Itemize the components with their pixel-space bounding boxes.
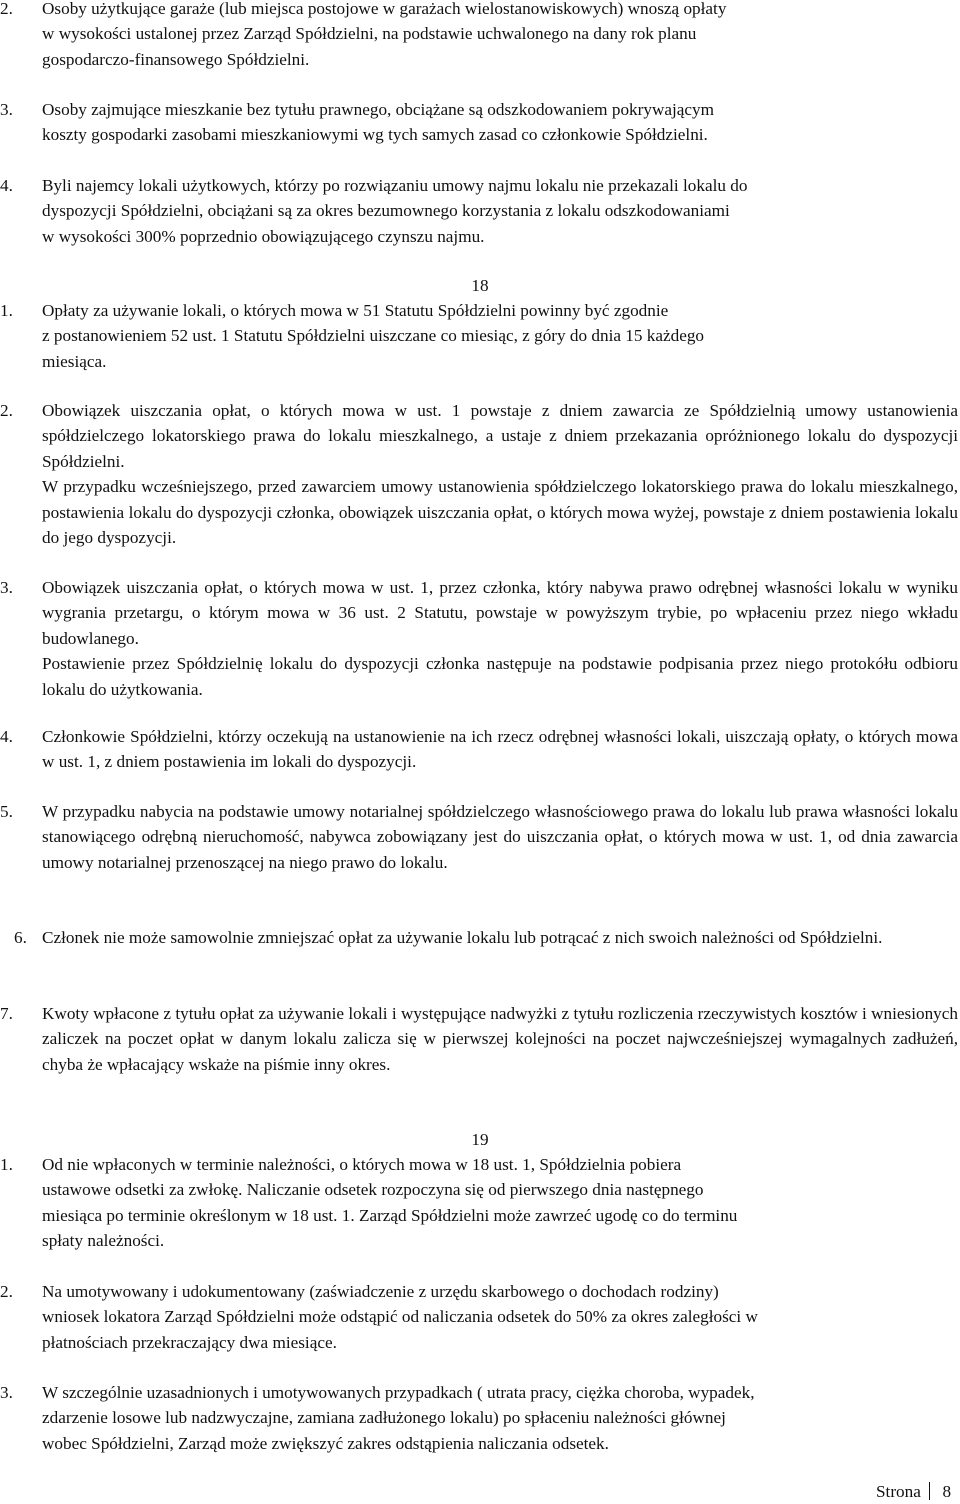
page-footer — [876, 1480, 951, 1504]
paragraph-text-part: Obowiązek uiszczania opłat, o których mowa w ust. 1 powstaje z dniem zawarcia ze Spółdzielnią umowy ustanowienia spółdzielczego lokatorskiego prawa do lokalu mieszkalnego, a ustaje z dniem przekazania opróżnionego lokalu do dyspozycji Spółdzielni. — [42, 401, 958, 471]
paragraph-number: 3. — [0, 578, 13, 597]
paragraph-text — [42, 1279, 958, 1355]
text-line: w wysokości 300% poprzednio obowiązującego czynszu najmu. — [42, 226, 485, 246]
text-line: wobec Spółdzielni, Zarząd może zwiększyć zakres odstąpienia naliczania odsetek. — [42, 1433, 609, 1453]
paragraph-text — [42, 1152, 958, 1254]
text-line: w wysokości ustalonej przez Zarząd Spółdzielni, na podstawie uchwalonego na dany rok planu — [42, 24, 697, 44]
paragraph-text: W przypadku nabycia na podstawie umowy notarialnej spółdzielczego własnościowego prawa do lokalu lub prawa własności lokalu stanowiącego odrębną nieruchomość, nabywca zobowiązany jest do uiszczania opłat, o których mowa w ust. 1, od dnia zawarcia umowy notarialnej przenoszącej na niego prawo do lokalu. — [42, 802, 958, 872]
text-line: koszty gospodarki zasobami mieszkaniowymi wg tych samych zasad co członkowie Spółdzielni. — [42, 125, 708, 145]
text-line: miesiąca. — [42, 351, 107, 371]
paragraph-text — [42, 575, 958, 702]
s19-paragraph-3 — [0, 1380, 960, 1456]
s18-paragraph-4 — [0, 724, 960, 775]
paragraph-text — [42, 398, 958, 550]
text-line: Byli najemcy lokali użytkowych, którzy po rozwiązaniu umowy najmu lokalu nie przekazali lokalu do — [42, 176, 748, 195]
text-line: Od nie wpłaconych w terminie należności, o których mowa w 18 ust. 1, Spółdzielnia pobiera — [42, 1155, 682, 1174]
paragraph-text-part: W przypadku wcześniejszego, przed zawarciem umowy ustanowienia spółdzielczego lokatorskiego prawa do lokalu mieszkalnego, postawienia lokalu do dyspozycji członka, obowiązek uiszczania opłat, o których mowa wyżej, powstaje z dniem postawienia lokalu do jego dyspozycji. — [42, 477, 958, 548]
s18-paragraph-5 — [0, 799, 960, 875]
text-line: Osoby zajmujące mieszkanie bez tytułu prawnego, obciążane są odszkodowaniem pokrywającym — [42, 100, 714, 119]
footer-label: Strona — [876, 1482, 921, 1501]
s18-paragraph-6 — [0, 925, 960, 950]
text-line: zdarzenie losowe lub nadzwyczajne, zamiana zadłużonego lokalu) po spłaceniu należności głównej — [42, 1408, 726, 1428]
paragraph-number: 2. — [0, 1282, 13, 1301]
page-number: 8 — [942, 1482, 952, 1501]
paragraph-number: 2. — [0, 401, 13, 420]
s17-paragraph-2 — [0, 0, 960, 72]
s18-paragraph-1 — [0, 298, 960, 374]
text-line: Opłaty za używanie lokali, o których mowa w 51 Statutu Spółdzielni powinny być zgodnie — [42, 301, 669, 320]
footer-divider — [929, 1482, 930, 1500]
paragraph-text — [42, 298, 958, 374]
paragraph-text: Członek nie może samowolnie zmniejszać opłat za używanie lokalu lub potrącać z nich swoich należności od Spółdzielni. — [42, 928, 883, 947]
paragraph-text — [42, 173, 958, 249]
text-line: Osoby użytkujące garaże (lub miejsca postojowe w garażach wielostanowiskowych) wnoszą opłaty — [42, 0, 727, 18]
section-19-heading: 19 — [471, 1130, 489, 1149]
paragraph-text-part: Obowiązek uiszczania opłat, o których mowa w ust. 1, przez członka, który nabywa prawo odrębnej własności lokalu w wyniku wygrania przetargu, o którym mowa w 36 ust. 2 Statutu, powstaje w powyższym trybie, po wpłaceniu przez niego wkładu budowlanego. — [42, 578, 958, 648]
text-line: gospodarczo-finansowego Spółdzielni. — [42, 49, 310, 69]
text-line: wniosek lokatora Zarząd Spółdzielni może odstąpić od naliczania odsetek do 50% za okres zaległości w — [42, 1307, 758, 1327]
paragraph-text-part: Postawienie przez Spółdzielnię lokalu do dyspozycji członka następuje na podstawie podpisania przez niego protokółu odbioru lokalu do użytkowania. — [42, 654, 958, 699]
s18-paragraph-3 — [0, 575, 960, 702]
paragraph-number: 7. — [0, 1004, 13, 1023]
s18-paragraph-2 — [0, 398, 960, 550]
s19-paragraph-2 — [0, 1279, 960, 1355]
paragraph-number: 3. — [0, 1383, 13, 1402]
section-18-heading: 18 — [471, 276, 489, 295]
s18-paragraph-7 — [0, 1001, 960, 1077]
paragraph-number: 4. — [0, 727, 13, 746]
text-line: Na umotywowany i udokumentowany (zaświadczenie z urzędu skarbowego o dochodach rodziny) — [42, 1282, 719, 1301]
paragraph-number: 1. — [0, 1155, 13, 1174]
paragraph-text — [42, 1380, 958, 1456]
paragraph-number: 4. — [0, 176, 13, 195]
text-line: płatnościach przekraczający dwa miesiące. — [42, 1332, 337, 1352]
text-line: W szczególnie uzasadnionych i umotywowanych przypadkach ( utrata pracy, ciężka choroba, wypadek, — [42, 1383, 755, 1402]
s17-paragraph-4 — [0, 173, 960, 249]
s19-paragraph-1 — [0, 1152, 960, 1254]
paragraph-text — [42, 97, 958, 148]
text-line: dyspozycji Spółdzielni, obciążani są za okres bezumownego korzystania z lokalu odszkodowaniami — [42, 201, 730, 221]
text-line: z postanowieniem 52 ust. 1 Statutu Spółdzielni uiszczane co miesiąc, z góry do dnia 15 każdego — [42, 326, 705, 346]
paragraph-text: Członkowie Spółdzielni, którzy oczekują na ustanowienie na ich rzecz odrębnej własności lokali, uiszczają opłaty, o których mowa w ust. 1, z dniem postawienia im lokali do dyspozycji. — [42, 727, 958, 772]
text-line: miesiąca po terminie określonym w 18 ust. 1. Zarząd Spółdzielni może zawrzeć ugodę co do terminu — [42, 1205, 738, 1225]
paragraph-text — [42, 0, 958, 72]
paragraph-number: 1. — [0, 301, 13, 320]
paragraph-number: 3. — [0, 100, 13, 119]
paragraph-number: 6. — [14, 928, 27, 947]
s17-paragraph-3 — [0, 97, 960, 148]
paragraph-number: 2. — [0, 0, 13, 18]
paragraph-text: Kwoty wpłacone z tytułu opłat za używanie lokali i występujące nadwyżki z tytułu rozliczenia rzeczywistych kosztów i wniesionych zaliczek na poczet opłat w danym lokalu zalicza się w pierwszej kolejności na poczet najwcześniejszej wymagalnych zadłużeń, chyba że wpłacający wskaże na piśmie inny okres. — [42, 1004, 958, 1074]
paragraph-number: 5. — [0, 802, 13, 821]
text-line: spłaty należności. — [42, 1231, 165, 1251]
text-line: ustawowe odsetki za zwłokę. Naliczanie odsetek rozpoczyna się od pierwszego dnia następnego — [42, 1180, 704, 1200]
